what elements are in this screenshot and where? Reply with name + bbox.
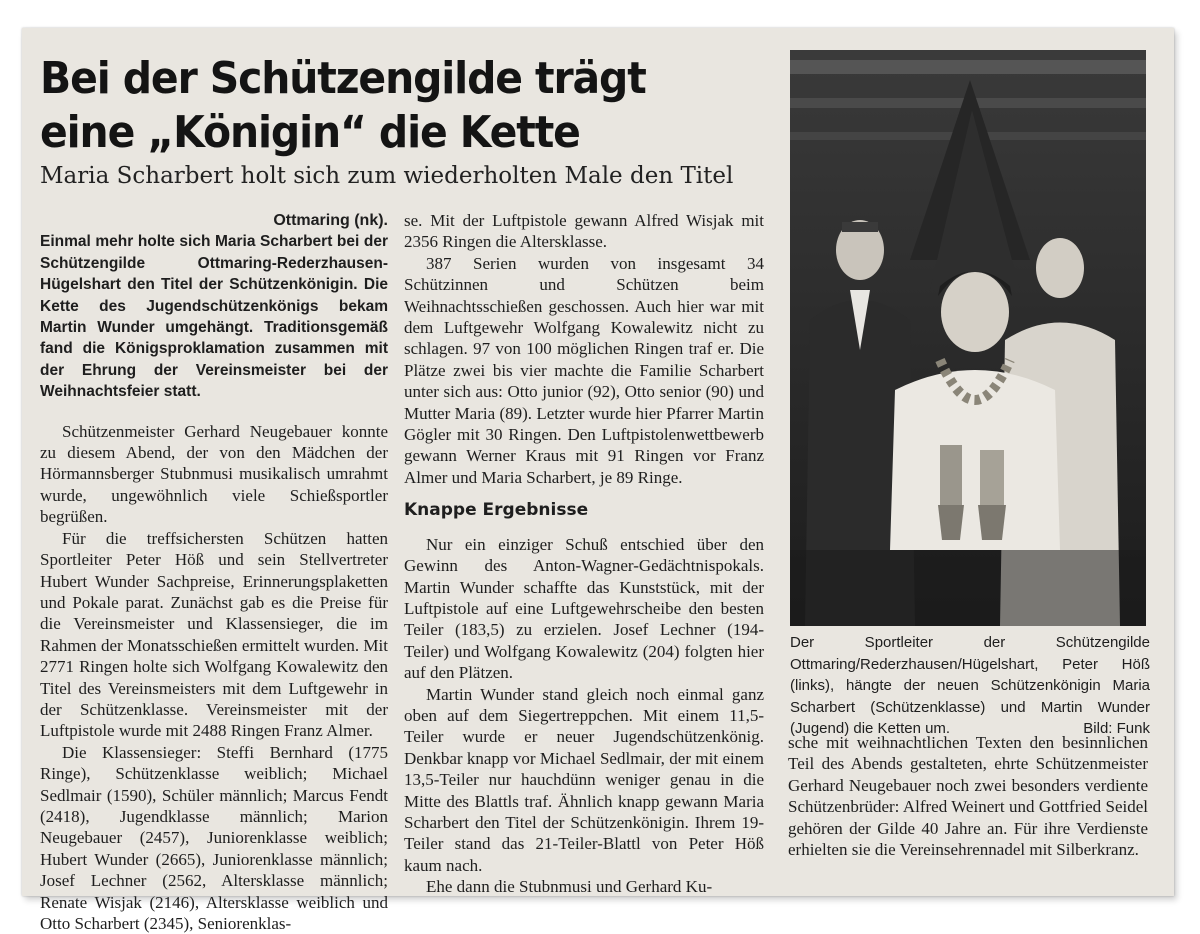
paragraph: Nur ein einziger Schuß entschied über den Gewinn des Anton-Wagner-Gedächtnispokals. Martin Wunder schaffte das Kunststück, mit der Luftpistole auf eine Luftgewehrscheibe den besten Teiler (183,5) zu erzielen. Josef Lechner (194-Teiler) und Wolfgang Kowalewitz (204) folgten hier auf den Plätzen. [404, 534, 764, 683]
text-column-1 [40, 210, 388, 934]
paragraph: Die Klassensieger: Steffi Bernhard (1775 Ringe), Schützenklasse weiblich; Michael Sedlmair (1590), Schüler männlich; Marcus Fendt (2418), Jugendklasse männlich; Marion Neugebauer (2457), Juniorenklasse weiblich; Hubert Wunder (2665), Juniorenklasse männlich; Josef Lechner (2562, Altersklasse männlich; Renate Wisjak (2146), Altersklasse weiblich und Otto Scharbert (2345), Seniorenklas- [40, 742, 388, 933]
photo-illustration [790, 50, 1146, 626]
paragraph: Ehe dann die Stubnmusi und Gerhard Ku- [426, 877, 713, 897]
paragraph: 387 Serien wurden von insgesamt 34 Schützinnen und Schützen beim Weihnachtsschießen geschossen. Auch hier war mit dem Luftgewehr Wolfgang Kowalewitz nicht zu schlagen. 97 von 100 möglichen Ringen traf er. Die Plätze zwei bis vier machte die Familie Scharbert unter sich aus: Otto junior (92), Otto senior (90) und Mutter Maria (89). Letzter wurde hier Pfarrer Martin Gögler mit 30 Ringen. Den Luftpistolenwettbewerb gewann Werner Kraus mit 91 Ringen vor Franz Almer und Maria Scharbert, je 89 Ringe. [404, 253, 764, 487]
article-subheadline: Maria Scharbert holt sich zum wiederholten Male den Titel [40, 163, 734, 189]
headline-line-1: Bei der Schützengilde trägt [40, 53, 646, 104]
text-column-3 [788, 732, 1148, 860]
photo-credit: Bild: Funk [1083, 720, 1150, 737]
text-column-2 [404, 210, 764, 898]
paragraph: sche mit weihnachtlichen Texten den besinnlichen Teil des Abends gestalteten, ehrte Schützenmeister Gerhard Neugebauer noch zwei besonders verdiente Schützenbrüder: Alfred Weinert und Gottfried Seidel gehören der Gilde 40 Jahre an. Für ihre Verdienste erhielten sie die Vereinsehrennadel mit Silberkranz. [788, 733, 1148, 860]
caption-text: Der Sportleiter der Schützengilde Ottmaring/Rederzhausen/Hügelshart, Peter Höß (links), hängte der neuen Schützenkönigin Maria Scharbert (Schützenklasse) und Martin Wunder (Jugend) die Ketten um. [790, 634, 1150, 737]
paragraph: Martin Wunder stand gleich noch einmal ganz oben auf dem Siegertreppchen. Mit einem 11,5-Teiler wurde er neuer Jugendschützenkönig. Denkbar knapp vor Michael Sedlmair, der mit einem 13,5-Teiler nur hauchdünn weniger genau in die Mitte des Blattls traf. Ähnlich knapp gewann Maria Scharbert den Titel der Schützenkönigin. Ihrem 19-Teiler stand das 21-Teiler-Blattl von Peter Höß kaum nach. [404, 684, 764, 875]
article-byline: Ottmaring (nk). [273, 212, 388, 229]
article-headline [40, 52, 728, 160]
paragraph: Für die treffsichersten Schützen hatten Sportleiter Peter Höß und sein Stellvertreter Hubert Wunder Sachpreise, Erinnerungsplaketten und Pokale parat. Zunächst gab es die Preise für die Vereinsmeister und Klassensieger, die im Rahmen der Monatsschießen ermittelt wurden. Mit 2771 Ringen holte sich Wolfgang Kowalewitz den Titel des Vereinsmeisters mit dem Luftgewehr in der Schützenklasse. Vereinsmeister mit der Luftpistole wurde mit 2488 Ringen Franz Almer. [40, 528, 388, 741]
section-subheading: Knappe Ergebnisse [404, 500, 589, 521]
photo-caption [790, 632, 1150, 740]
paragraph: se. Mit der Luftpistole gewann Alfred Wisjak mit 2356 Ringen die Altersklasse. [404, 211, 764, 252]
article-photo [790, 50, 1146, 626]
headline-line-2: eine „Königin“ die Kette [40, 107, 580, 158]
paragraph: Schützenmeister Gerhard Neugebauer konnte zu diesem Abend, der von den Mädchen der Hörmannsberger Stubnmusi musikalisch umrahmt wurde, ungewöhnlich viele Schießsportler begrüßen. [40, 421, 388, 527]
article-lead: Einmal mehr holte sich Maria Scharbert bei der Schützengilde Ottmaring-Rederzhausen-Hügelshart den Titel der Schützenkönigin. Die Kette des Jugendschützenkönigs bekam Martin Wunder umgehängt. Traditionsgemäß fand die Königsproklamation zusammen mit der Ehrung der Vereinsmeister bei der Weihnachtsfeier statt. [40, 233, 388, 401]
newspaper-clipping [22, 28, 1174, 933]
